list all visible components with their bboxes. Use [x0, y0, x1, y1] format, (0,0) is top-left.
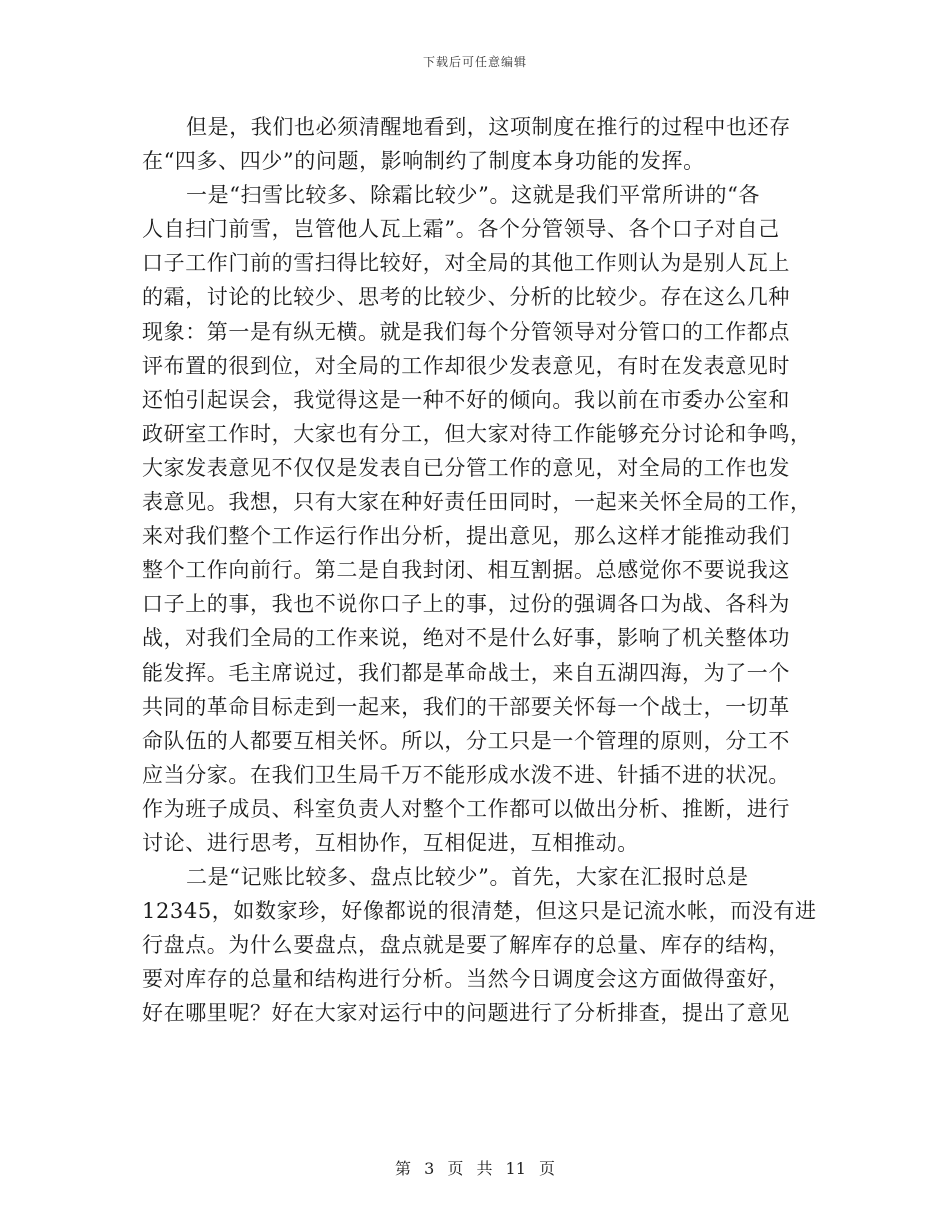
text-line: 作为班子成员、科室负责人对整个工作都可以做出分析、推断，进行: [142, 796, 790, 821]
text-line: 来对我们整个工作运行作出分析，提出意见，那么这样才能推动我们: [142, 524, 790, 549]
text-line: 整个工作向前行。第二是自我封闭、相互割据。总感觉你不要说我这: [142, 558, 790, 583]
document-body: [142, 110, 817, 1031]
text-line: 二是“记账比较多、盘点比较少”。首先，大家在汇报时总是: [186, 865, 749, 890]
page-header: 下载后可任意编辑: [422, 55, 527, 69]
text-line: 命队伍的人都要互相关怀。所以，分工只是一个管理的原则，分工不: [142, 728, 790, 753]
text-line: 共同的革命目标走到一起来，我们的干部要关怀每一个战士，一切革: [142, 694, 790, 719]
text-line: 政研室工作时，大家也有分工，但大家对待工作能够充分讨论和争鸣，: [142, 421, 812, 446]
text-line: 在“四多、四少”的问题，影响制约了制度本身功能的发挥。: [142, 149, 705, 174]
text-line: 一是“扫雪比较多、除霜比较少”。这就是我们平常所讲的“各: [186, 183, 761, 208]
text-line: 的霜，讨论的比较少、思考的比较少、分析的比较少。存在这么几种: [142, 285, 790, 310]
text-line: 还怕引起误会，我觉得这是一种不好的倾向。我以前在市委办公室和: [142, 387, 790, 412]
text-line: 但是，我们也必须清醒地看到，这项制度在推行的过程中也还存: [186, 115, 791, 139]
text-line: 人自扫门前雪，岂管他人瓦上霜”。各个分管领导、各个口子对自己: [142, 217, 780, 242]
text-line: 战，对我们全局的工作来说，绝对不是什么好事，影响了机关整体功: [142, 626, 790, 651]
text-line: 行盘点。为什么要盘点，盘点就是要了解库存的总量、库存的结构，: [142, 933, 790, 958]
text-line: 讨论、进行思考，互相协作，互相促进，互相推动。: [142, 830, 639, 855]
text-line: 好在哪里呢？好在大家对运行中的问题进行了分析排查，提出了意见: [142, 1001, 790, 1026]
text-line: 口子工作门前的雪扫得比较好，对全局的其他工作则认为是别人瓦上: [142, 251, 790, 276]
text-line: 应当分家。在我们卫生局千万不能形成水泼不进、针插不进的状况。: [142, 762, 790, 787]
text-line: 能发挥。毛主席说过，我们都是革命战士，来自五湖四海，为了一个: [142, 660, 790, 685]
text-line: 大家发表意见不仅仅是发表自已分管工作的意见，对全局的工作也发: [142, 455, 790, 480]
text-line: 12345，如数家珍，好像都说的很清楚，但这只是记流水帐，而没有进: [142, 899, 817, 924]
text-line: 评布置的很到位，对全局的工作却很少发表意见，有时在发表意见时: [142, 353, 790, 378]
text-line: 口子上的事，我也不说你口子上的事，过份的强调各口为战、各科为: [142, 592, 790, 617]
page-number-footer: 第 3 页 共 11 页: [395, 1159, 555, 1178]
text-line: 表意见。我想，只有大家在种好责任田同时，一起来关怀全局的工作，: [142, 490, 812, 515]
text-line: 现象：第一是有纵无横。就是我们每个分管领导对分管口的工作都点: [142, 319, 790, 344]
text-line: 要对库存的总量和结构进行分析。当然今日调度会这方面做得蛮好，: [142, 967, 790, 992]
